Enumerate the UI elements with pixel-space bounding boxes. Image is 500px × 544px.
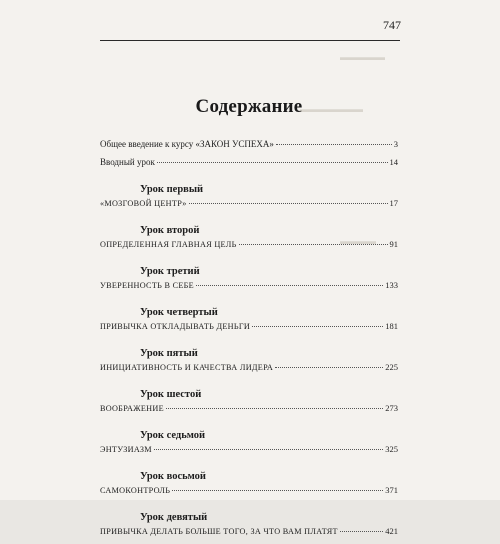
toc-entry-lesson-9[interactable] xyxy=(100,526,398,544)
toc-entry-title: Вводный урок xyxy=(100,157,155,167)
toc-entry-title: «МОЗГОВОЙ ЦЕНТР» xyxy=(100,199,187,208)
toc-entry-title: ЭНТУЗИАЗМ xyxy=(100,445,152,454)
toc-entry-page: 133 xyxy=(385,280,398,290)
toc-title: Содержание xyxy=(195,96,303,117)
toc-entry-title: Общее введение к курсу «ЗАКОН УСПЕХА» xyxy=(100,139,274,149)
lesson-heading: Урок пятый xyxy=(140,348,198,359)
toc-entry-page: 325 xyxy=(385,444,398,454)
lesson-heading: Урок второй xyxy=(140,225,200,236)
table-of-contents xyxy=(100,139,398,544)
lesson-heading: Урок восьмой xyxy=(140,471,206,482)
toc-entry-title: САМОКОНТРОЛЬ xyxy=(100,486,171,495)
toc-entry-title: УВЕРЕННОСТЬ В СЕБЕ xyxy=(100,281,194,290)
lesson-heading: Урок третий xyxy=(140,266,200,277)
bleed-through-decoration: ▬▬▬▬▬▬▬ xyxy=(300,104,363,114)
dot-leader xyxy=(252,326,383,327)
lesson-heading: Урок первый xyxy=(140,184,204,195)
toc-entry-page: 17 xyxy=(389,198,398,208)
header-rule xyxy=(100,40,400,41)
toc-entry-page: 371 xyxy=(385,485,398,495)
toc-entry-page: 3 xyxy=(393,139,398,149)
toc-entry-title: ПРИВЫЧКА ОТКЛАДЫВАТЬ ДЕНЬГИ xyxy=(100,322,251,331)
lesson-heading: Урок шестой xyxy=(140,389,202,400)
lesson-heading: Урок седьмой xyxy=(140,430,206,441)
toc-entry-lesson-8[interactable] xyxy=(100,485,398,503)
toc-entry-page: 181 xyxy=(385,321,398,331)
toc-entry-lesson-6[interactable] xyxy=(100,403,398,421)
dot-leader xyxy=(166,408,383,409)
dot-leader xyxy=(239,244,388,245)
toc-entry-page: 273 xyxy=(385,403,398,413)
toc-entry-intro-lesson[interactable] xyxy=(100,157,398,175)
page-number: 747 xyxy=(383,18,401,32)
bleed-through-decoration: ▬▬▬▬▬ xyxy=(340,52,385,62)
lesson-heading: Урок девятый xyxy=(140,512,208,523)
dot-leader xyxy=(196,285,383,286)
toc-entry-title: ВООБРАЖЕНИЕ xyxy=(100,404,164,413)
toc-entry-title: ИНИЦИАТИВНОСТЬ И КАЧЕСТВА ЛИДЕРА xyxy=(100,363,274,372)
dot-leader xyxy=(154,449,383,450)
dot-leader xyxy=(189,203,388,204)
toc-entry-lesson-1[interactable] xyxy=(100,198,398,216)
bleed-through-decoration: ▬▬▬▬ xyxy=(340,236,376,246)
toc-entry-intro[interactable] xyxy=(100,139,398,157)
toc-entry-title: ПРИВЫЧКА ДЕЛАТЬ БОЛЬШЕ ТОГО, ЗА ЧТО ВАМ ПЛАТЯТ xyxy=(100,527,338,536)
lesson-heading: Урок четвертый xyxy=(140,307,218,318)
dot-leader xyxy=(276,144,392,145)
toc-entry-title: ОПРЕДЕЛЕННАЯ ГЛАВНАЯ ЦЕЛЬ xyxy=(100,240,237,249)
toc-entry-page: 225 xyxy=(385,362,398,372)
toc-entry-lesson-4[interactable] xyxy=(100,321,398,339)
toc-entry-page: 14 xyxy=(389,157,398,167)
dot-leader xyxy=(340,531,383,532)
toc-entry-lesson-5[interactable] xyxy=(100,362,398,380)
toc-entry-page: 421 xyxy=(385,526,398,536)
dot-leader xyxy=(172,490,383,491)
toc-entry-lesson-2[interactable] xyxy=(100,239,398,257)
dot-leader xyxy=(157,162,388,163)
toc-entry-lesson-3[interactable] xyxy=(100,280,398,298)
dot-leader xyxy=(275,367,383,368)
toc-entry-page: 91 xyxy=(389,239,398,249)
toc-entry-lesson-7[interactable] xyxy=(100,444,398,462)
